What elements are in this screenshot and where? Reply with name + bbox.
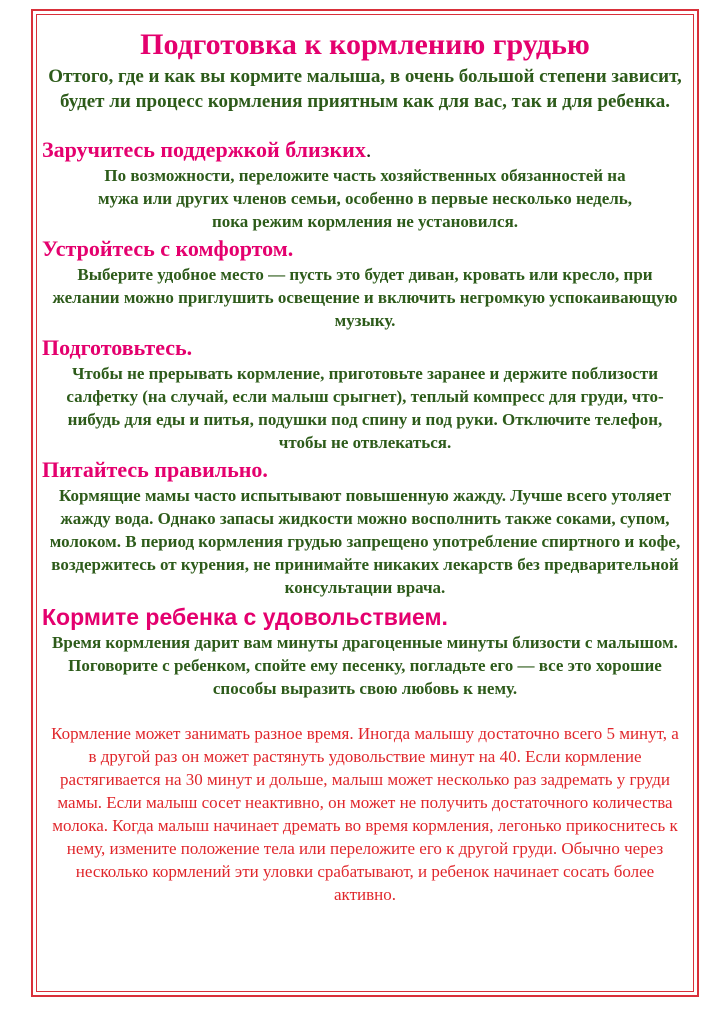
section-heading: Заручитесь поддержкой близких. [42, 137, 372, 162]
section-nutrition [42, 456, 688, 599]
page-title: Подготовка к кормлению грудью [140, 28, 590, 61]
section-body: Время кормления дарит вам минуты драгоценные минуты близости с малышом. Поговорите с ребенком, спойте ему песенку, погладьте его — все это хорошие способы выразить свою любовь к нему. [52, 633, 678, 698]
closing-paragraph: Кормление может занимать разное время. Иногда малышу достаточно всего 5 минут, а в другой раз он может растянуть удовольствие минут на 40. Если кормление растягивается на 30 минут и дольше, малыш может несколько раз задремать у груди мамы. Если малыш сосет неактивно, он может не получить достаточного количества молока. Когда малыш начинает дремать во время кормления, легонько прикоснитесь к нему, измените положение тела или переложите его к другой груди. Обычно через несколько кормлений эти уловки срабатывают, и ребенок начинает сосать более активно. [51, 724, 679, 904]
section-comfort [42, 235, 688, 332]
section-heading: Подготовьтесь. [42, 335, 193, 360]
section-heading: Кормите ребенка с удовольствием. [42, 604, 448, 630]
section-body: Кормящие мамы часто испытывают повышенную жажду. Лучше всего утоляет жажду вода. Однако запасы жидкости можно восполнить также соками, супом, молоком. В период кормления грудью запрещено употребление спиртного и кофе, воздержитесь от курения, не принимайте никаких лекарств без предварительной консультации врача. [49, 486, 681, 597]
section-support [42, 136, 688, 233]
section-prepare [42, 334, 688, 454]
section-body: По возможности, переложите часть хозяйственных обязанностей на мужа или других членов семьи, особенно в первые несколько недель, пока режим кормления не установился. [97, 166, 633, 231]
spacer [42, 114, 688, 136]
section-body: Чтобы не прерывать кормление, приготовьте заранее и держите поблизости салфетку (на случай, если малыш срыгнет), теплый компресс для груди, что-нибудь для еды и питья, подушки под спину и под руки. Отключите телефон, чтобы не отвлекаться. [66, 364, 664, 452]
section-enjoy [42, 603, 688, 700]
spacer [42, 700, 688, 722]
section-body: Выберите удобное место — пусть это будет диван, кровать или кресло, при желании можно приглушить освещение и включить негромкую успокаивающую музыку. [52, 265, 678, 330]
document-content [42, 28, 688, 906]
intro-paragraph: Оттого, где и как вы кормите малыша, в очень большой степени зависит, будет ли процесс кормления приятным как для вас, так и для ребенка. [48, 66, 682, 112]
section-heading: Устройтесь с комфортом. [42, 236, 294, 261]
section-heading: Питайтесь правильно. [42, 457, 268, 482]
